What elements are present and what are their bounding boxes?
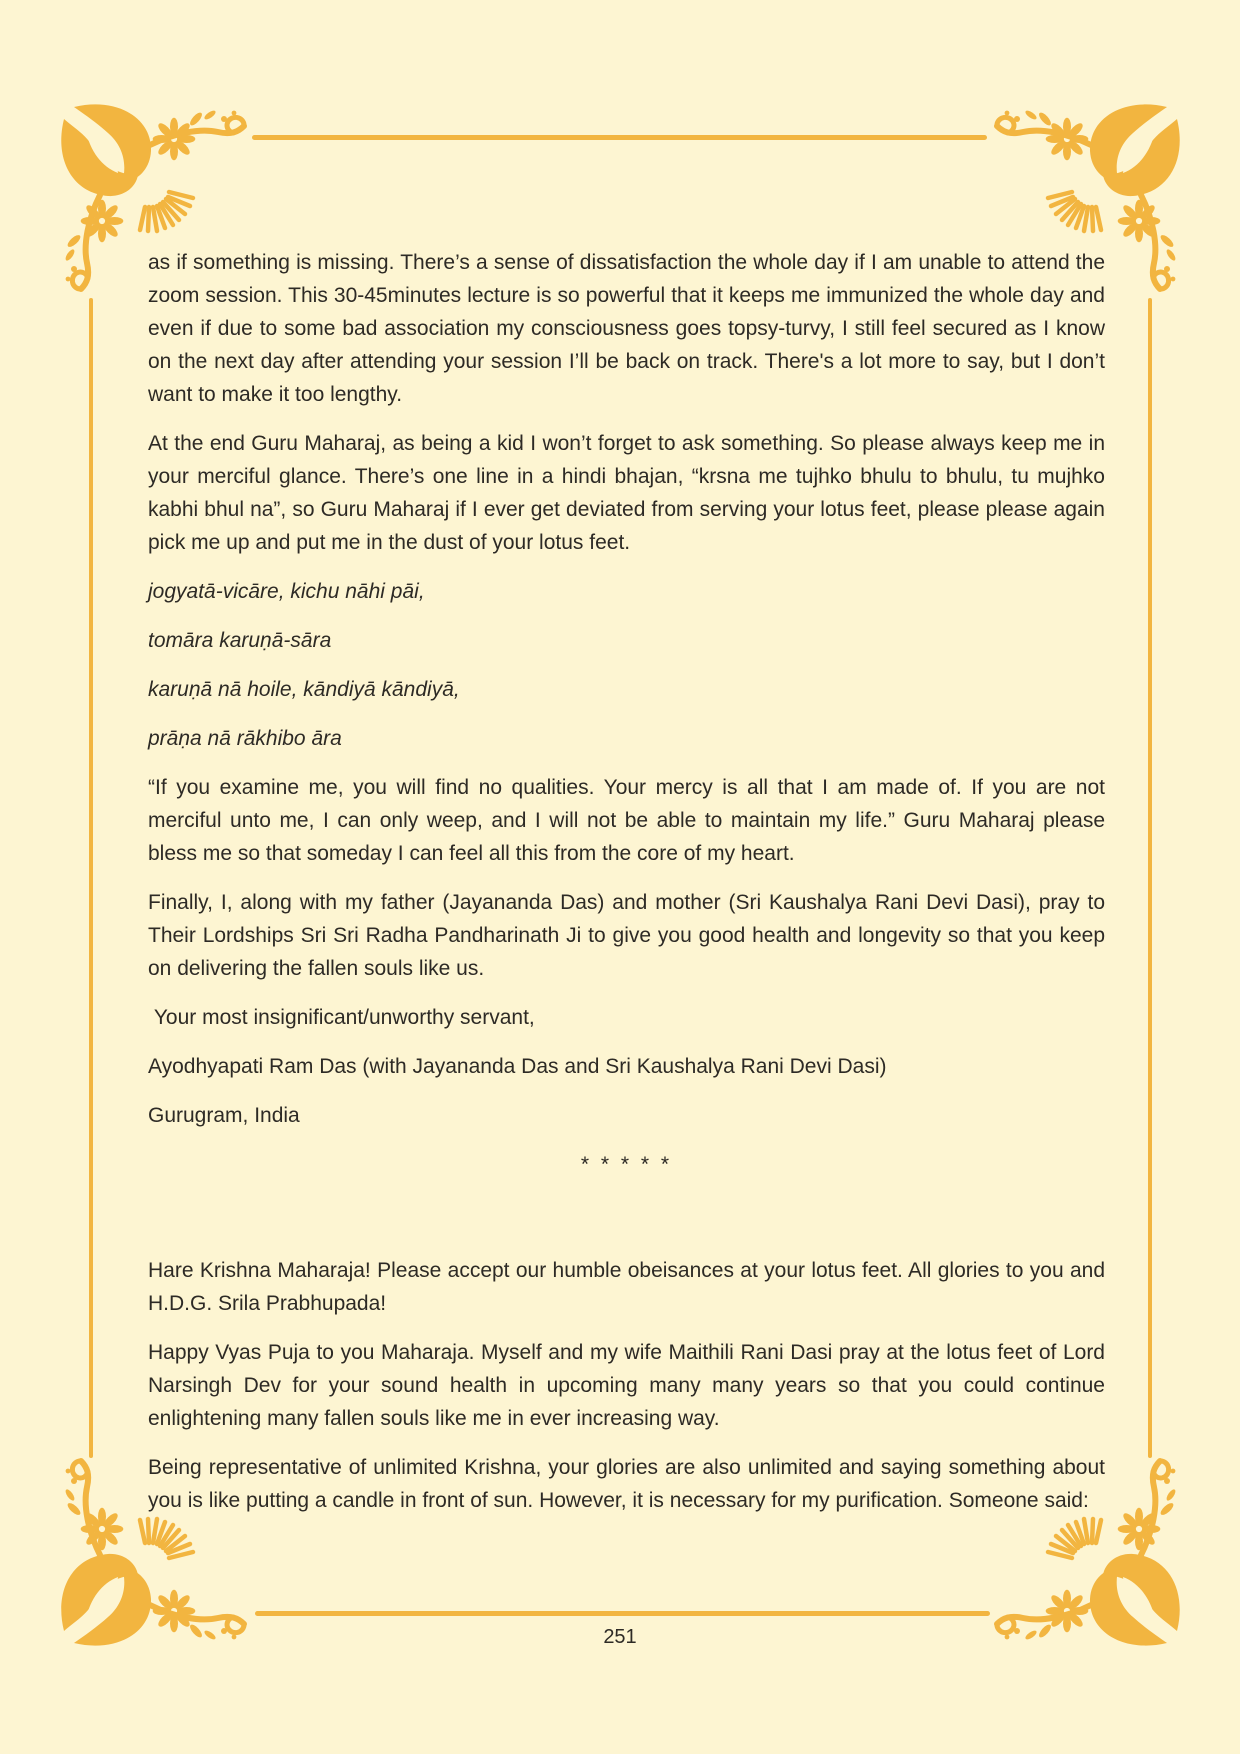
paragraph: as if something is missing. There’s a sense of dissatisfaction the whole day if I am unable to attend the zoom session. This 30-45minutes lecture is so powerful that it keeps me immunized the whole day and even if due to some bad association my consciousness goes topsy-turvy, I still feel secured as I know on the next day after attending your session I’ll be back on track. There's a lot more to say, but I don’t want to make it too lengthy.	[148, 251, 1105, 406]
section-separator: * * * * *	[580, 1153, 673, 1176]
paragraph: Your most insignificant/unworthy servant,	[148, 1006, 535, 1029]
frame-line-right	[1148, 298, 1152, 1458]
page-text	[148, 246, 1105, 1533]
frame-line-left	[89, 298, 93, 1458]
verse-line: karuṇā nā hoile, kāndiyā kāndiyā,	[148, 678, 460, 701]
paragraph: Happy Vyas Puja to you Maharaja. Myself and my wife Maithili Rani Dasi pray at the lotus feet of Lord Narsingh Dev for your sound health in upcoming many many years so that you could continue enlightening many fallen souls like me in ever increasing way.	[148, 1341, 1105, 1430]
section-gap	[148, 1197, 1105, 1254]
paragraph: Being representative of unlimited Krishna, your glories are also unlimited and saying something about you is like putting a candle in front of sun. However, it is necessary for my purification. Someone said:	[148, 1456, 1105, 1512]
paragraph: Hare Krishna Maharaja! Please accept our humble obeisances at your lotus feet. All glories to you and H.D.G. Srila Prabhupada!	[148, 1259, 1105, 1315]
paragraph: “If you examine me, you will find no qualities. Your mercy is all that I am made of. If you are not merciful unto me, I can only weep, and I will not be able to maintain my life.” Guru Maharaj please bless me so that someday I can feel all this from the core of my heart.	[148, 776, 1105, 865]
frame-line-bottom	[255, 1611, 990, 1616]
verse-line: tomāra karuṇā-sāra	[148, 629, 332, 652]
page-number: 251	[603, 1626, 637, 1648]
paragraph: At the end Guru Maharaj, as being a kid I won’t forget to ask something. So please always keep me in your merciful glance. There’s one line in a hindi bhajan, “krsna me tujhko bhulu to bhulu, tu mujhko kabhi bhul na”, so Guru Maharaj if I ever get deviated from serving your lotus feet, please please again pick me up and put me in the dust of your lotus feet.	[148, 432, 1105, 554]
paragraph: Ayodhyapati Ram Das (with Jayananda Das and Sri Kaushalya Rani Devi Dasi)	[148, 1055, 887, 1078]
frame-line-top	[252, 135, 987, 140]
paragraph: Finally, I, along with my father (Jayananda Das) and mother (Sri Kaushalya Rani Devi Dasi), pray to Their Lordships Sri Sri Radha Pandharinath Ji to give you good health and longevity so that you keep on delivering the fallen souls like us.	[148, 891, 1105, 980]
verse-line: prāṇa nā rākhibo āra	[148, 727, 342, 750]
verse-line: jogyatā-vicāre, kichu nāhi pāi,	[148, 580, 425, 603]
paragraph: Gurugram, India	[148, 1104, 300, 1127]
